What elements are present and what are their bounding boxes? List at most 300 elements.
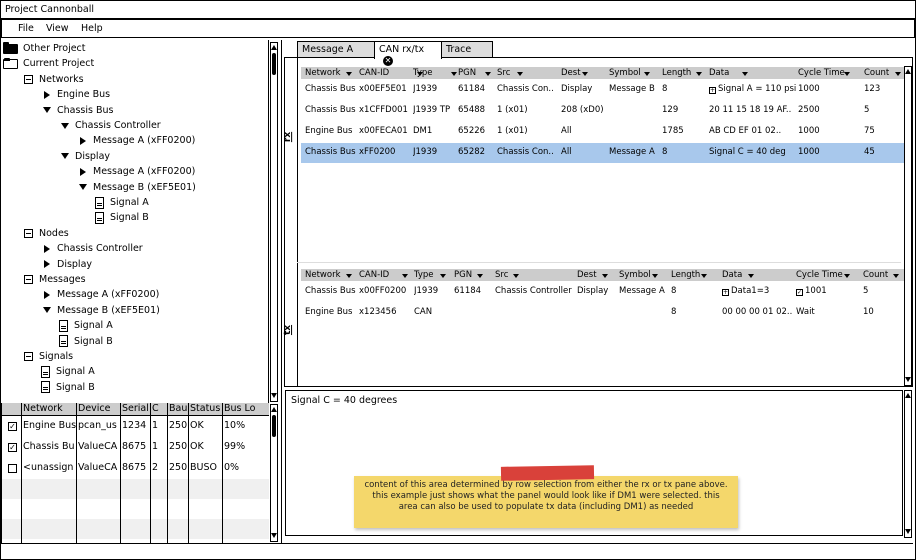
expand-icon[interactable] (41, 91, 52, 99)
device-cell: 1 (152, 420, 159, 431)
tx-cell[interactable] (359, 286, 415, 296)
rx-cell[interactable] (798, 147, 863, 157)
scroll-down-icon[interactable] (271, 393, 277, 398)
cell-text: x1CFFD001 (359, 105, 408, 115)
rx-tx-divider (297, 262, 901, 263)
rx-cell[interactable] (359, 84, 414, 94)
scroll-down-icon[interactable] (905, 529, 911, 534)
cell-text: x123456 (359, 307, 397, 317)
expand-icon[interactable] (77, 168, 88, 176)
tree-item[interactable] (77, 180, 196, 195)
tree-item[interactable] (41, 303, 160, 318)
column-header-label: Dest (561, 68, 581, 78)
rx-cell[interactable] (305, 147, 360, 157)
tree-item[interactable] (95, 195, 149, 210)
device-cell: BUSO (190, 462, 217, 473)
devices-table (1, 403, 282, 543)
cell-text: 8 (671, 307, 677, 317)
cell-text: 5 (864, 105, 870, 115)
cell-text: 61184 (458, 84, 486, 94)
device-cell: 10% (224, 420, 246, 431)
scroll-up-icon[interactable] (271, 407, 277, 412)
column-header[interactable]: C (152, 403, 159, 414)
tx-cell[interactable] (414, 307, 454, 317)
rx-cell[interactable] (359, 105, 414, 115)
cell-text: DM1 (413, 126, 433, 136)
collapse-icon[interactable] (23, 352, 34, 361)
rx-cell[interactable] (798, 84, 863, 94)
tree-item[interactable] (59, 334, 113, 349)
rx-cell[interactable] (359, 147, 414, 157)
column-header[interactable] (798, 68, 845, 78)
tree-item[interactable] (41, 364, 95, 379)
tree-item-label: Signal B (110, 212, 149, 224)
note-line: content of this area determined by row selection from either the rx or tx pane above. (364, 480, 728, 490)
expand-icon[interactable] (41, 260, 52, 268)
column-header-label: Src (495, 270, 509, 280)
can-scrollbar[interactable] (904, 66, 912, 386)
column-header[interactable] (796, 270, 843, 280)
rx-cell[interactable] (798, 105, 863, 115)
cell-text: Message A (609, 147, 655, 157)
close-icon[interactable]: ✕ (384, 56, 392, 65)
tree-item-label: Message A (xFF0200) (93, 166, 196, 178)
dropdown-arrow-icon[interactable] (696, 72, 702, 76)
cell-text: Data1=3 (731, 286, 770, 296)
device-cell: 8675 (122, 441, 147, 452)
column-header-label: CAN-ID (359, 270, 390, 280)
column-header-label: Type (413, 68, 433, 78)
dropdown-arrow-icon[interactable] (582, 72, 588, 76)
detail-title: Signal C = 40 degrees (291, 395, 398, 406)
dropdown-arrow-icon[interactable] (893, 274, 899, 278)
expand-icon[interactable] (77, 137, 88, 145)
expanded-icon[interactable] (41, 307, 52, 313)
folder-closed-icon[interactable] (3, 44, 18, 54)
title-bar (1, 1, 915, 19)
column-header-label: Data (709, 68, 730, 78)
device-checkbox[interactable]: ✓ (9, 422, 16, 431)
rx-cell[interactable] (497, 84, 559, 94)
cell-text: Signal C = 40 deg (709, 147, 786, 157)
rx-cell[interactable] (798, 126, 863, 136)
device-cell: <unassign (23, 462, 74, 473)
rx-cell[interactable] (497, 105, 559, 115)
note-line: area can also be used to populate tx data (including DM1) as needed (398, 502, 694, 512)
rx-cell[interactable] (662, 105, 712, 115)
tx-label: tx (283, 324, 294, 336)
column-header-label: Length (671, 270, 701, 280)
column-header-label: Cycle Time (796, 270, 843, 280)
collapse-icon[interactable] (23, 75, 34, 84)
cell-text: J1939 (414, 286, 439, 296)
dropdown-arrow-icon[interactable] (748, 274, 754, 278)
dropdown-arrow-icon[interactable] (346, 72, 352, 76)
collapse-icon[interactable] (23, 229, 34, 238)
document-icon (59, 335, 68, 347)
cell-text: 8 (662, 147, 668, 157)
rx-cell[interactable] (864, 147, 902, 157)
row-stripe (1, 479, 269, 499)
tree-item-label: Chassis Bus (57, 104, 114, 116)
tree-item-label: Networks (39, 73, 84, 85)
column-header[interactable] (722, 270, 742, 280)
cell-text: 45 (864, 147, 875, 157)
cell-text: 61184 (454, 286, 482, 296)
tree-item-label: Current Project (23, 58, 95, 70)
cell-text: x00FECA01 (359, 126, 408, 136)
tree-item-label: Signal B (74, 335, 113, 347)
tab-message-a[interactable] (297, 41, 375, 57)
cell-text: Chassis Con.. (497, 84, 554, 94)
rx-cell[interactable] (709, 147, 799, 157)
expand-icon[interactable] (41, 245, 52, 253)
dropdown-arrow-icon[interactable] (517, 72, 523, 76)
tx-cell[interactable] (577, 286, 619, 296)
menu-file[interactable]: File (18, 23, 34, 34)
column-header-label: Symbol (609, 68, 641, 78)
rx-cell[interactable] (458, 147, 498, 157)
column-header[interactable] (864, 68, 889, 78)
rx-cell[interactable] (662, 126, 712, 136)
tx-cell[interactable] (671, 307, 721, 317)
dropdown-arrow-icon[interactable] (440, 274, 446, 278)
tab-can-rx-tx[interactable] (374, 41, 442, 65)
device-cell: OK (190, 441, 204, 452)
device-checkbox[interactable] (8, 464, 17, 473)
panel-left-rule (297, 57, 298, 387)
device-cell: ValueCA (78, 462, 118, 473)
tree-item[interactable] (23, 349, 73, 364)
tree-item[interactable] (23, 72, 84, 87)
cell-text: xFF0200 (359, 147, 396, 157)
tab-label: Message A (302, 44, 354, 55)
tree-item[interactable] (3, 56, 94, 71)
tree-item-label: Display (75, 150, 111, 162)
cell-text: 8 (671, 286, 677, 296)
rx-cell[interactable] (305, 84, 360, 94)
column-header[interactable] (577, 270, 597, 280)
expand-icon[interactable] (41, 291, 52, 299)
column-header[interactable] (359, 68, 389, 78)
tab-label: Trace (446, 44, 472, 55)
device-cell: pcan_us (78, 420, 117, 431)
tree-item[interactable] (59, 118, 161, 133)
scroll-up-icon[interactable] (905, 69, 911, 74)
scroll-up-icon[interactable] (271, 45, 277, 50)
cell-text: 208 (xD0) (561, 105, 604, 115)
scroll-down-icon[interactable] (905, 377, 911, 382)
rx-cell[interactable] (864, 84, 902, 94)
tree-item[interactable] (41, 87, 110, 102)
tree-item[interactable] (23, 272, 86, 287)
rx-cell[interactable] (709, 126, 799, 136)
tree-item[interactable] (23, 226, 69, 241)
column-header-label: Dest (577, 270, 597, 280)
document-icon (95, 197, 104, 209)
rx-cell[interactable] (662, 84, 712, 94)
device-cell: 8675 (122, 462, 147, 473)
column-header[interactable] (561, 68, 581, 78)
rx-cell[interactable] (561, 126, 607, 136)
tx-cell[interactable] (671, 286, 721, 296)
rx-cell[interactable] (458, 105, 498, 115)
tree-item-label: Other Project (23, 43, 86, 54)
column-header[interactable] (497, 68, 510, 78)
rx-cell[interactable] (413, 105, 458, 115)
device-cell: ValueCA (78, 441, 118, 452)
cell-text: 20 11 15 18 19 AF.. (709, 105, 792, 115)
checkbox-icon[interactable]: ✓ (797, 289, 803, 296)
tx-cell[interactable] (722, 286, 796, 296)
scroll-thumb[interactable] (272, 415, 276, 437)
rx-cell[interactable] (709, 105, 799, 115)
tree-item[interactable] (3, 41, 86, 56)
cell-text: 10 (863, 307, 874, 317)
tx-cell[interactable] (619, 286, 671, 296)
document-icon (41, 381, 50, 393)
rx-cell[interactable] (458, 126, 498, 136)
dropdown-arrow-icon[interactable] (602, 274, 608, 278)
tx-cell[interactable] (495, 286, 585, 296)
column-header[interactable] (305, 68, 341, 78)
tree-item[interactable] (59, 149, 110, 164)
rx-cell[interactable] (413, 147, 458, 157)
cell-text: x00EF5E01 (359, 84, 407, 94)
cell-text: Chassis Bus (305, 105, 356, 115)
tx-cell[interactable] (359, 307, 415, 317)
expanded-icon[interactable] (59, 153, 70, 159)
column-header[interactable]: Device (78, 403, 111, 414)
rx-cell[interactable] (305, 126, 360, 136)
rx-cell[interactable] (413, 84, 458, 94)
tx-cell[interactable] (796, 286, 869, 296)
column-header[interactable] (495, 270, 508, 280)
cell-text: 1000 (798, 126, 820, 136)
expand-box-icon[interactable]: + (710, 87, 716, 94)
cell-text: Engine Bus (305, 307, 353, 317)
scroll-thumb[interactable] (272, 53, 276, 75)
document-icon (41, 366, 50, 378)
expanded-icon[interactable] (77, 184, 88, 190)
dropdown-arrow-icon[interactable] (644, 72, 650, 76)
cell-text: 1001 (805, 286, 827, 296)
column-rule (21, 403, 22, 543)
dropdown-arrow-icon[interactable] (844, 72, 850, 76)
tree-item-label: Message A (xFF0200) (57, 289, 160, 301)
dropdown-arrow-icon[interactable] (451, 72, 457, 76)
column-header[interactable] (709, 68, 729, 78)
rx-label: rx (283, 131, 294, 143)
cell-text: Chassis Controller (495, 286, 572, 296)
column-header[interactable]: Bau (169, 403, 188, 414)
tree-item-label: Signals (39, 351, 74, 362)
tab-trace[interactable] (441, 41, 493, 57)
tx-cell[interactable] (722, 307, 796, 317)
rx-cell[interactable] (458, 84, 498, 94)
column-header[interactable] (305, 270, 341, 280)
dropdown-arrow-icon[interactable] (701, 274, 707, 278)
rx-cell[interactable] (609, 84, 663, 94)
cell-text: 65226 (458, 126, 486, 136)
device-cell: Engine Bus (23, 420, 77, 431)
detail-scrollbar[interactable] (904, 390, 912, 538)
expanded-icon[interactable] (41, 107, 52, 113)
project-tree (1, 40, 268, 400)
tree-item[interactable] (59, 318, 113, 333)
cell-text: Chassis Bus (305, 147, 356, 157)
column-header-label: Length (662, 68, 692, 78)
dropdown-arrow-icon[interactable] (895, 72, 901, 76)
column-header-label: CAN-ID (359, 68, 390, 78)
tx-cell[interactable] (863, 286, 901, 296)
tree-item-label: Signal A (56, 366, 95, 378)
cell-text: Display (577, 286, 609, 296)
dropdown-arrow-icon[interactable] (742, 72, 748, 76)
device-cell: 1 (152, 441, 159, 452)
column-header-label: Network (305, 68, 341, 78)
tx-cell[interactable] (796, 307, 866, 317)
cell-text: 65282 (458, 147, 486, 157)
menu-help[interactable]: Help (81, 23, 103, 34)
column-header[interactable] (458, 68, 476, 78)
tree-item-label: Message A (xFF0200) (93, 135, 196, 147)
tx-cell[interactable] (305, 307, 360, 317)
cell-text: Engine Bus (305, 126, 353, 136)
tree-item-label: Messages (39, 274, 86, 285)
folder-open-icon[interactable] (3, 59, 18, 69)
device-cell: 2 (152, 462, 159, 473)
tree-item[interactable] (95, 210, 149, 225)
rx-cell[interactable] (413, 126, 458, 136)
tape-decoration (501, 465, 594, 481)
scroll-down-icon[interactable] (271, 533, 277, 538)
tree-item[interactable] (41, 241, 143, 256)
column-header[interactable] (454, 270, 472, 280)
column-header[interactable]: Serial (122, 403, 149, 414)
cell-text: J1939 TP (413, 105, 451, 115)
device-cell: 250 (169, 420, 188, 431)
rx-cell[interactable] (561, 105, 607, 115)
cell-text: J1939 (413, 84, 438, 94)
document-icon (59, 320, 68, 332)
cell-text: Chassis Bus (305, 286, 356, 296)
tx-cell[interactable] (414, 286, 454, 296)
rx-cell[interactable] (305, 105, 360, 115)
cell-text: 65488 (458, 105, 486, 115)
dropdown-arrow-icon[interactable] (485, 72, 491, 76)
status-bar (1, 543, 913, 558)
tree-item[interactable] (41, 257, 92, 272)
column-header[interactable]: Bus Lo (224, 403, 256, 414)
device-cell: 250 (169, 462, 188, 473)
cell-text: Wait (796, 307, 815, 317)
rx-cell[interactable] (662, 147, 712, 157)
rx-cell[interactable] (561, 84, 607, 94)
expand-box-icon[interactable]: + (723, 289, 729, 296)
dropdown-arrow-icon[interactable] (477, 274, 483, 278)
tab-label: CAN rx/tx (379, 44, 425, 55)
scroll-up-icon[interactable] (905, 393, 911, 398)
device-cell: 250 (169, 441, 188, 452)
device-cell: OK (190, 420, 204, 431)
expanded-icon[interactable] (59, 123, 70, 129)
column-header[interactable] (863, 270, 888, 280)
column-header-label: Type (414, 270, 434, 280)
rx-cell[interactable] (561, 147, 607, 157)
tree-item[interactable] (77, 133, 195, 148)
tree-item[interactable] (77, 164, 195, 179)
menu-view[interactable]: View (46, 23, 69, 34)
tree-item-label: Signal A (110, 197, 149, 208)
tree-item-label: Signal A (74, 320, 113, 332)
device-cell: 1234 (122, 420, 147, 431)
cell-text: 1000 (798, 147, 820, 157)
rx-cell[interactable] (497, 147, 559, 157)
tx-cell[interactable] (454, 286, 495, 296)
devices-scrollbar[interactable] (270, 404, 278, 542)
column-header-label: Network (305, 270, 341, 280)
cell-text: J1939 (413, 147, 438, 157)
device-checkbox[interactable]: ✓ (9, 443, 16, 452)
column-header[interactable]: Network (23, 403, 63, 414)
tree-item[interactable] (41, 380, 95, 395)
dropdown-arrow-icon[interactable] (346, 274, 352, 278)
tx-cell[interactable] (863, 307, 901, 317)
dropdown-arrow-icon[interactable] (844, 274, 850, 278)
rx-cell[interactable] (709, 84, 799, 94)
tree-item[interactable] (41, 103, 113, 118)
note-line: this example just shows what the panel would look like if DM1 were selected. this (372, 491, 720, 501)
column-header[interactable]: Status (190, 403, 221, 414)
column-header[interactable] (413, 68, 433, 78)
tree-item-label: Nodes (39, 227, 69, 239)
cell-text: Display (561, 84, 593, 94)
tree-scrollbar[interactable] (270, 42, 278, 402)
dropdown-arrow-icon[interactable] (402, 274, 408, 278)
tree-item-label: Display (57, 258, 93, 270)
rx-cell[interactable] (359, 126, 414, 136)
cell-text: 00 00 00 01 02.. (722, 307, 793, 317)
tree-item[interactable] (41, 287, 159, 302)
column-header[interactable] (609, 68, 641, 78)
cell-text: All (561, 126, 572, 136)
dropdown-arrow-icon[interactable] (652, 274, 658, 278)
cell-text: 129 (662, 105, 679, 115)
cell-text: 123 (864, 84, 881, 94)
pane-divider (281, 40, 282, 543)
rx-cell[interactable] (497, 126, 559, 136)
column-header[interactable] (619, 270, 651, 280)
tx-cell[interactable] (305, 286, 360, 296)
column-header[interactable] (662, 68, 691, 78)
cell-text: 1 (x01) (497, 126, 528, 136)
tree-item-label: Engine Bus (57, 89, 111, 101)
rx-cell[interactable] (609, 147, 663, 157)
rx-cell[interactable] (864, 105, 902, 115)
column-header-label: Cycle Time (798, 68, 845, 78)
column-header[interactable] (414, 270, 434, 280)
column-header[interactable] (359, 270, 389, 280)
column-header[interactable] (671, 270, 700, 280)
collapse-icon[interactable] (23, 275, 34, 284)
column-header-label: PGN (458, 68, 477, 78)
cell-text: Chassis Bus (305, 84, 356, 94)
column-header-label: Count (863, 270, 889, 280)
dropdown-arrow-icon[interactable] (513, 274, 519, 278)
rx-cell[interactable] (864, 126, 902, 136)
window-title: Project Cannonball (5, 4, 94, 15)
